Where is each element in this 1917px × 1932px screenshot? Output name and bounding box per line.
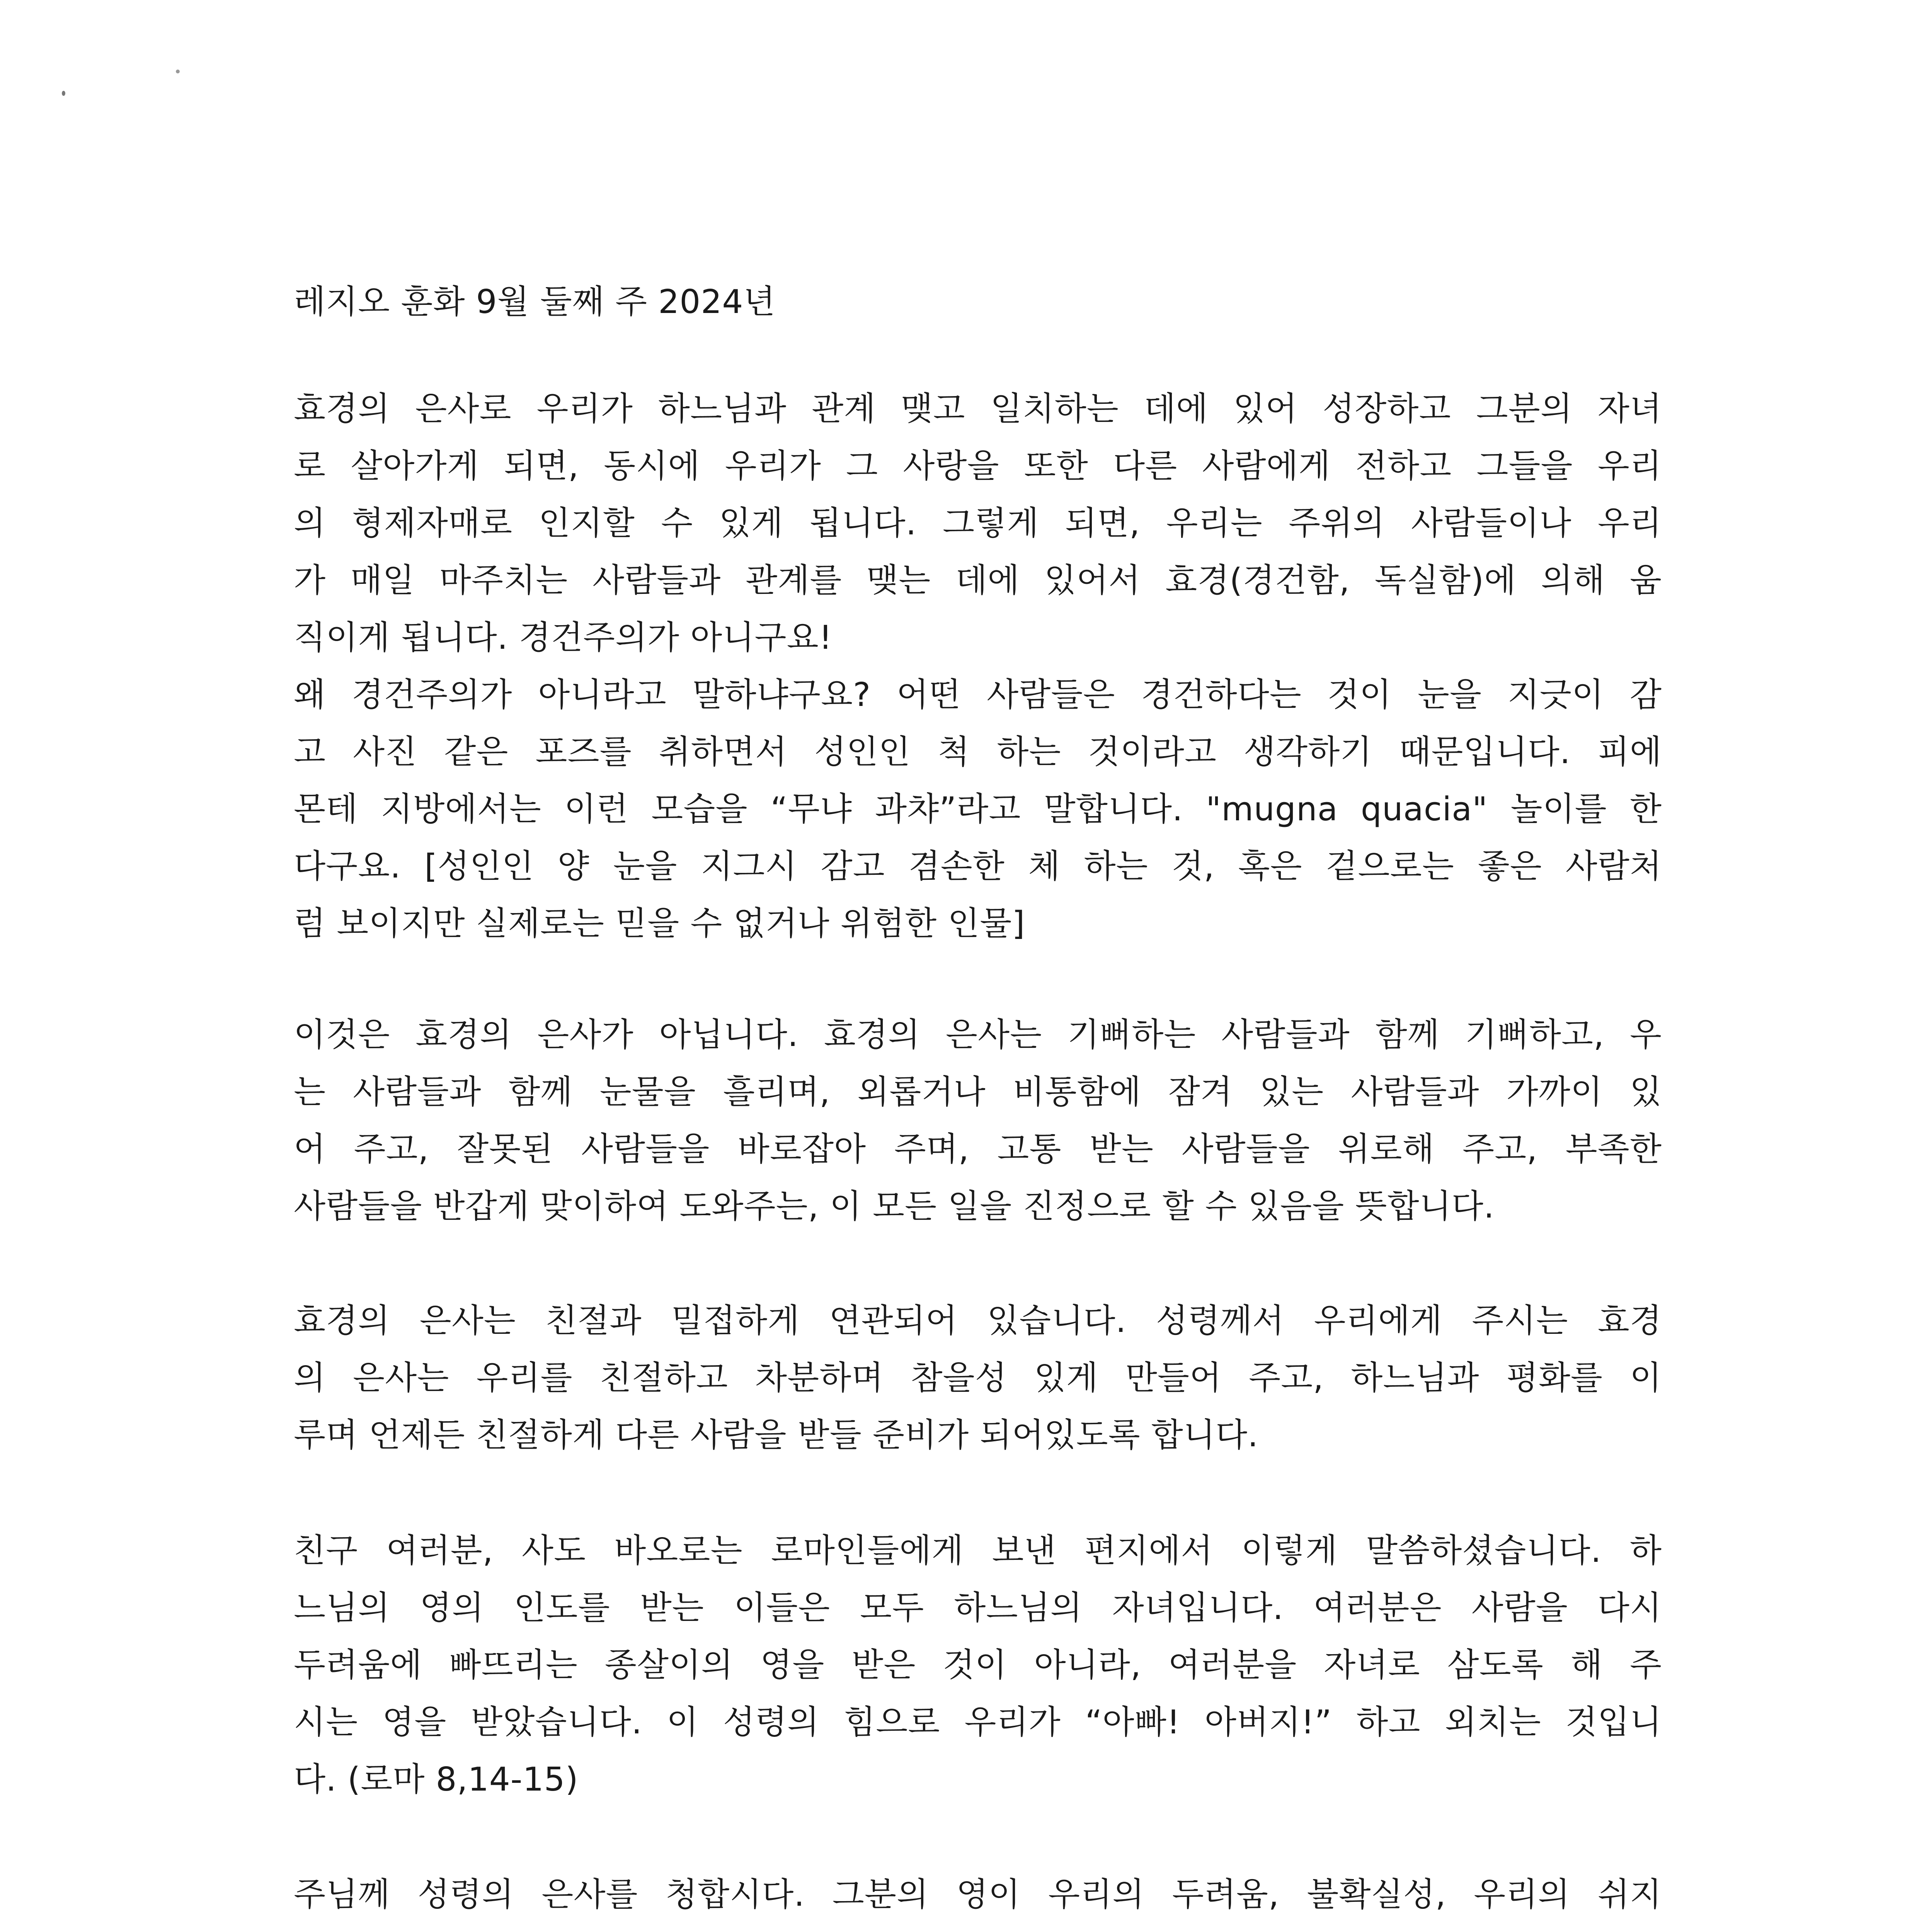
text-line: 사람들을 반갑게 맞이하여 도와주는, 이 모든 일을 진정으로 할 수 있음을 뜻합니다. xyxy=(294,1187,1495,1226)
text-line: 럼 보이지만 실제로는 믿을 수 없거나 위험한 인물] xyxy=(294,905,1025,943)
scan-speck xyxy=(176,70,180,73)
text-line: 몬테 지방에서는 이런 모습을 “무냐 과챠”라고 말합니다. "mugna quacia" 놀이를 한 xyxy=(294,790,1662,828)
text-line: 가 매일 마주치는 사람들과 관계를 맺는 데에 있어서 효경(경건함, 독실함)에 의해 움 xyxy=(294,561,1662,600)
paragraph-4 xyxy=(294,1522,1662,1808)
text-line: 왜 경건주의가 아니라고 말하냐구요? 어떤 사람들은 경건하다는 것이 눈을 지긋이 감 xyxy=(294,676,1662,714)
paragraph-2 xyxy=(294,1007,1662,1235)
text-line: 시는 영을 받았습니다. 이 성령의 힘으로 우리가 “아빠! 아버지!” 하고 외치는 것입니 xyxy=(294,1703,1662,1742)
text-line: 로 살아가게 되면, 동시에 우리가 그 사랑을 또한 다른 사람에게 전하고 그들을 우리 xyxy=(294,447,1662,485)
text-line: 직이게 됩니다. 경건주의가 아니구요! xyxy=(294,619,833,657)
text-line: 의 은사는 우리를 친절하고 차분하며 참을성 있게 만들어 주고, 하느님과 평화를 이 xyxy=(294,1359,1662,1397)
text-line: 두려움에 빠뜨리는 종살이의 영을 받은 것이 아니라, 여러분을 자녀로 삼도록 해 주 xyxy=(294,1646,1662,1684)
text-line: 느님의 영의 인도를 받는 이들은 모두 하느님의 자녀입니다. 여러분은 사람을 다시 xyxy=(294,1589,1662,1627)
text-line xyxy=(294,1923,1662,1932)
paragraph-5 xyxy=(294,1866,1662,1932)
text-line: 친구 여러분, 사도 바오로는 로마인들에게 보낸 편지에서 이렇게 말씀하셨습니다. 하 xyxy=(294,1532,1662,1570)
text-line: 주님께 성령의 은사를 청합시다. 그분의 영이 우리의 두려움, 불확실성, 우리의 쉬지 xyxy=(294,1876,1662,1914)
text-line: 어 주고, 잘못된 사람들을 바로잡아 주며, 고통 받는 사람들을 위로해 주고, 부족한 xyxy=(294,1130,1662,1168)
text-line: 효경의 은사로 우리가 하느님과 관계 맺고 일치하는 데에 있어 성장하고 그분의 자녀 xyxy=(294,390,1662,428)
scan-speck xyxy=(62,91,65,96)
text-line: 다. (로마 8,14-15) xyxy=(294,1760,579,1799)
text-line: 의 형제자매로 인지할 수 있게 됩니다. 그렇게 되면, 우리는 주위의 사람들이나 우리 xyxy=(294,504,1662,543)
page-title: 레지오 훈화 9월 둘째 주 2024년 xyxy=(294,283,776,321)
text-line: 고 사진 같은 포즈를 취하면서 성인인 척 하는 것이라고 생각하기 때문입니다. 피에 xyxy=(294,733,1662,771)
text-line: 효경의 은사는 친절과 밀접하게 연관되어 있습니다. 성령께서 우리에게 주시는 효경 xyxy=(294,1302,1662,1340)
text-line: 이것은 효경의 은사가 아닙니다. 효경의 은사는 기뻐하는 사람들과 함께 기뻐하고, 우 xyxy=(294,1016,1662,1054)
text-line: 루며 언제든 친절하게 다른 사람을 받들 준비가 되어있도록 합니다. xyxy=(294,1416,1259,1454)
paragraph-1 xyxy=(294,381,1662,952)
text-line: 는 사람들과 함께 눈물을 흘리며, 외롭거나 비통함에 잠겨 있는 사람들과 가까이 있 xyxy=(294,1073,1662,1111)
paragraph-3 xyxy=(294,1293,1662,1464)
text-line: 다구요. [성인인 양 눈을 지그시 감고 겸손한 체 하는 것, 혹은 겉으로는 좋은 사람처 xyxy=(294,847,1662,886)
